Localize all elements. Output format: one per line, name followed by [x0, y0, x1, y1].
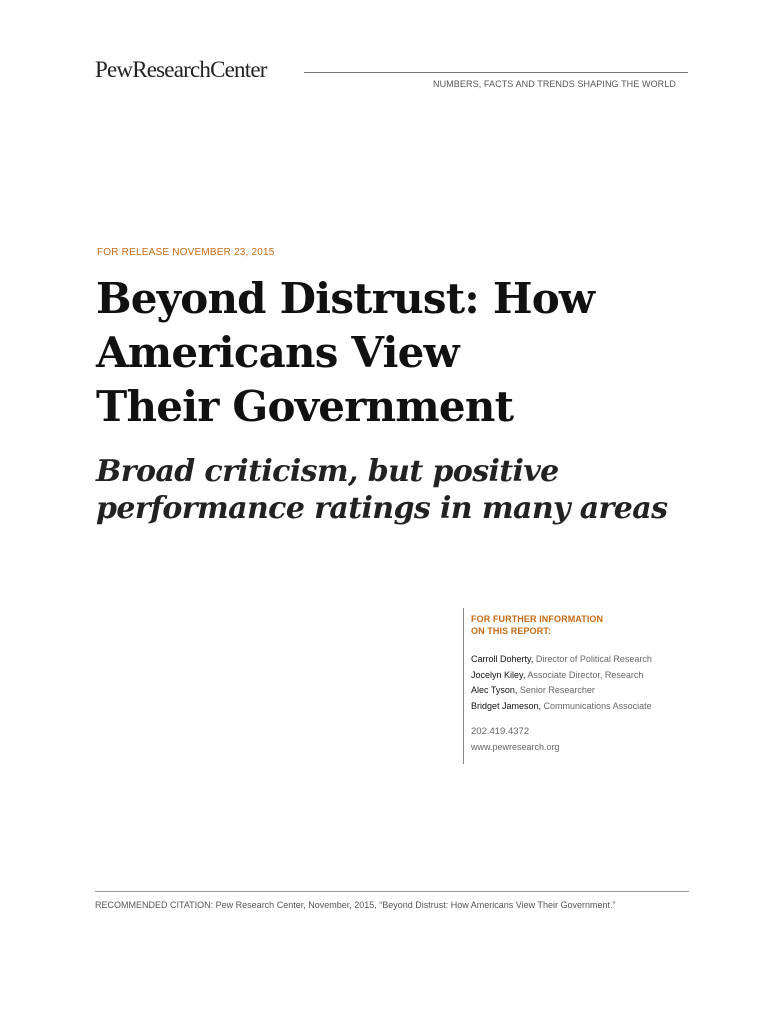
title-line: Americans View — [96, 328, 459, 377]
contact-role: Associate Director, Research — [525, 669, 644, 680]
contact-name: Carroll Doherty, — [471, 654, 534, 664]
contact-list — [471, 652, 701, 714]
contact-item — [471, 683, 701, 699]
contact-item — [471, 652, 701, 668]
title-line: Beyond Distrust: How — [96, 274, 595, 323]
report-subtitle — [96, 453, 716, 527]
pew-logo: PewResearchCenter — [95, 57, 267, 82]
contact-name: Alec Tyson, — [471, 685, 518, 695]
title-line: Their Government — [96, 382, 514, 431]
contact-role: Director of Political Research — [533, 654, 652, 664]
info-heading-line: ON THIS REPORT: — [471, 626, 552, 636]
contact-name: Jocelyn Kiley, — [471, 669, 526, 680]
contact-info-box — [463, 608, 701, 764]
contact-item — [471, 668, 701, 684]
info-heading-line: FOR FURTHER INFORMATION — [471, 614, 604, 624]
footer-divider — [95, 891, 689, 892]
header-divider — [304, 72, 688, 73]
release-date: FOR RELEASE NOVEMBER 23, 2015 — [97, 247, 275, 258]
contact-phone: 202.419.4372 — [471, 726, 530, 737]
tagline: NUMBERS, FACTS AND TRENDS SHAPING THE WORLD — [432, 79, 676, 89]
contact-name: Bridget Jameson, — [471, 700, 542, 711]
contact-role: Senior Researcher — [517, 685, 595, 695]
recommended-citation: RECOMMENDED CITATION: Pew Research Center, November, 2015, “Beyond Distrust: How Americans View Their Government.” — [95, 900, 616, 910]
subtitle-line: performance ratings in many areas — [96, 491, 668, 526]
contact-item — [471, 699, 701, 715]
report-title — [96, 272, 656, 434]
contact-role: Communications Associate — [541, 700, 652, 711]
subtitle-line: Broad criticism, but positive — [96, 454, 559, 489]
info-heading — [471, 613, 701, 637]
website-link[interactable]: www.pewresearch.org — [471, 742, 560, 752]
